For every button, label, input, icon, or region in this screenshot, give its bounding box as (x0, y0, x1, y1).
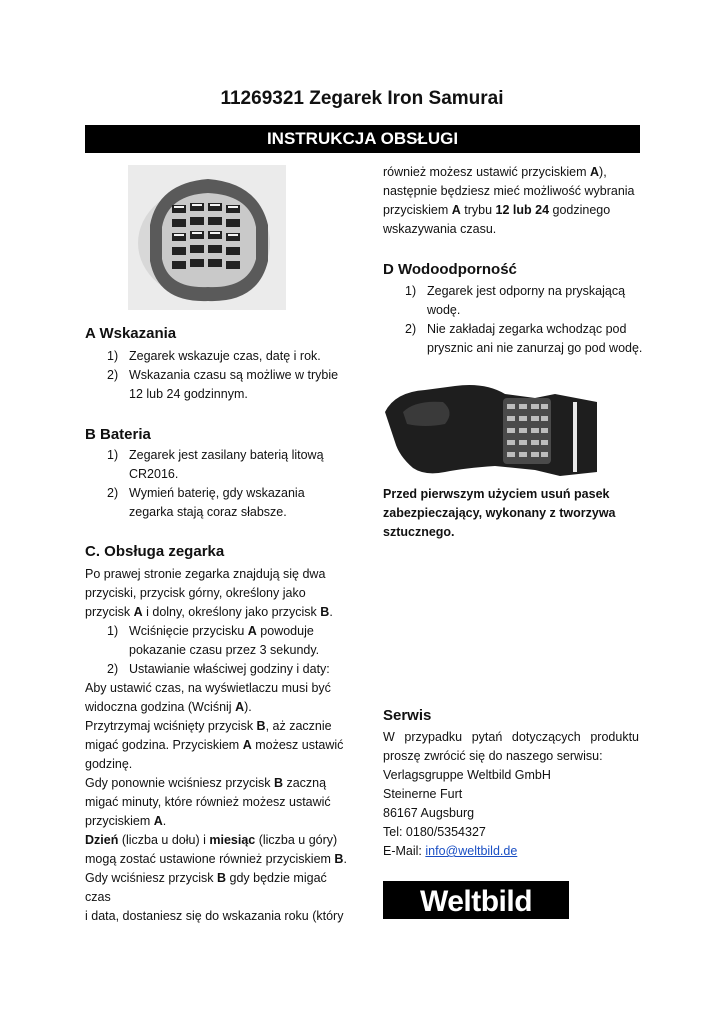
logo-text: Weltbild (419, 885, 533, 918)
section-c-heading: C. Obsługa zegarka (85, 543, 225, 560)
list-item: 1) Zegarek wskazuje czas, datę i rok. (107, 349, 321, 363)
section-a-list (85, 347, 345, 404)
section-d-heading: D Wodoodporność (383, 261, 517, 278)
weltbild-logo (383, 881, 569, 919)
wrist-photo (385, 372, 597, 480)
list-item: 2) Ustawianie właściwej godziny i daty: (107, 662, 330, 676)
email-link[interactable]: info@weltbild.de (425, 844, 518, 858)
service-body: W przypadku pytań dotyczących produktu proszę zwrócić się do naszego serwisu: Verlagsgruppe Weltbild GmbH Steinerne Furt 86167 Augsburg Tel: 0180/5354327 E-Mail: info@weltbild.de (383, 730, 639, 858)
section-d-list (383, 282, 643, 358)
notice-text: Przed pierwszym użyciem usuń pasek zabezpieczający, wykonany z tworzywa sztucznego. (383, 487, 616, 539)
list-item: 1) Zegarek jest odporny na pryskającą wodę. (405, 284, 626, 317)
document-title: 11269321 Zegarek Iron Samurai (220, 88, 504, 109)
list-item: 2) Nie zakładaj zegarka wchodząc pod prysznic ani nie zanurzaj go pod wodę. (405, 322, 643, 355)
list-item: 1) Wciśnięcie przycisku A powoduje pokazanie czasu przez 3 sekundy. (107, 624, 320, 657)
instruction-banner: INSTRUKCJA OBSŁUGI (85, 125, 640, 153)
watch-photo (128, 165, 286, 310)
section-b-heading: B Bateria (85, 426, 151, 443)
section-a-heading: A Wskazania (85, 325, 177, 342)
list-item: 1) Zegarek jest zasilany baterią litową CR2016. (107, 448, 324, 481)
section-b-list (85, 446, 345, 522)
list-item: 2) Wymień baterię, gdy wskazania zegarka stają coraz słabsze. (107, 486, 305, 519)
service-heading: Serwis (383, 707, 432, 724)
list-item: 2) Wskazania czasu są możliwe w trybie 12 lub 24 godzinnym. (107, 368, 339, 401)
section-c-body: Po prawej stronie zegarka znajdują się dwa przyciski, przycisk górny, określony jako przycisk A i dolny, określony jako przycisk B. 1) Wciśnięcie przycisku A powoduje pokazanie czasu przez 3 sekundy. 2) Ustawianie właściwej godziny i daty: Aby ustawić czas, na wyświetlaczu musi być widoczna godzina (Wciśnij A). Przytrzymaj wciśnięty przycisk B, aż zacznie migać godzina. Przyciskiem A możesz ustawić godzinę. Gdy ponownie wciśniesz przycisk B zaczną migać minuty, które również możesz ustawić przyciskiem A. Dzień (liczba u dołu) i miesiąc (liczba u góry) mogą zostać ustawione również przyciskiem B. Gdy wciśniesz przycisk B gdy będzie migać czas i data, dostaniesz się do wskazania roku (który (85, 565, 355, 926)
section-c-continued: również możesz ustawić przyciskiem A), następnie będziesz mieć możliwość wybrania przyciskiem A trybu 12 lub 24 godzinego wskazywania czasu. (383, 165, 635, 236)
